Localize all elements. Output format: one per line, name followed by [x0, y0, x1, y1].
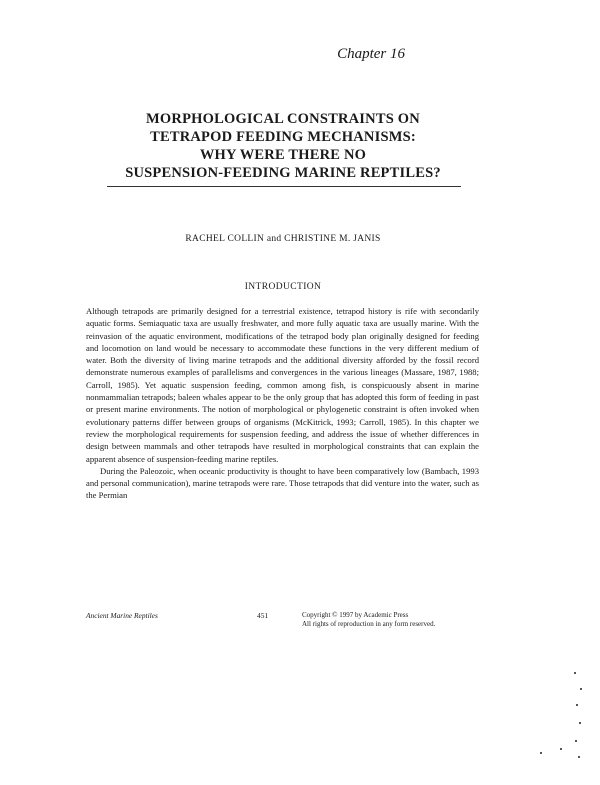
footer-page-number: 451 — [257, 611, 269, 620]
footer-rights: All rights of reproduction in any form reserved. — [302, 620, 436, 628]
footer-book-title: Ancient Marine Reptiles — [86, 611, 158, 620]
footer-copyright-block — [302, 611, 435, 629]
scan-speck — [580, 688, 582, 690]
section-heading: INTRODUCTION — [244, 282, 322, 292]
paragraph-2: During the Paleozoic, when oceanic productivity is thought to have been comparatively low (Bambach, 1993 and personal communication), marine tetrapods were rare. Those tetrapods that did venture into the water, such as the Permian — [86, 465, 479, 501]
title-line-3: WHY WERE THERE NO — [199, 147, 367, 163]
chapter-title — [100, 110, 466, 182]
title-line-2: TETRAPOD FEEDING MECHANISMS: — [150, 129, 416, 145]
title-line-4: SUSPENSION-FEEDING MARINE REPTILES? — [125, 165, 441, 181]
body-text — [86, 305, 479, 502]
paragraph-1: Although tetrapods are primarily designed for a terrestrial existence, tetrapod history is rife with secondarily aquatic forms. Semiaquatic taxa are usually freshwater, and more fully aquatic taxa are usually marine. With the reinvasion of the aquatic environment, modifications of the tetrapod body plan originally designed for feeding and locomotion on land would be necessary to accommodate these functions in the very different medium of water. Both the diversity of living marine tetrapods and the additional diversity afforded by the fossil record demonstrate numerous examples of parallelisms and convergences in the various lineages (Massare, 1987, 1988; Carroll, 1985). Yet aquatic suspension feeding, common among fish, is conspicuously absent in marine nonmammalian tetrapods; baleen whales appear to be the only group that has adopted this form of feeding in past or present marine environments. The notion of morphological or phylogenetic constraint is often invoked when evolutionary patterns differ between groups of organisms (McKitrick, 1993; Carroll, 1985). In this chapter we review the morphological requirements for suspension feeding, and address the issue of whether differences in design between mammals and other tetrapods have resulted in morphological constraints that can explain the apparent absence of suspension-feeding marine reptiles. — [86, 306, 479, 464]
scan-speck — [578, 756, 580, 758]
scan-speck — [579, 722, 581, 724]
scan-speck — [574, 672, 576, 674]
scan-speck — [540, 752, 542, 754]
scan-speck — [576, 704, 578, 706]
footer-copyright: Copyright © 1997 by Academic Press — [302, 611, 409, 619]
authors: RACHEL COLLIN and CHRISTINE M. JANIS — [185, 234, 381, 244]
title-line-1: MORPHOLOGICAL CONSTRAINTS ON — [146, 111, 420, 127]
scan-speck — [575, 740, 577, 742]
title-rule — [107, 186, 461, 187]
scan-speck — [560, 748, 562, 750]
chapter-label: Chapter 16 — [337, 46, 405, 62]
